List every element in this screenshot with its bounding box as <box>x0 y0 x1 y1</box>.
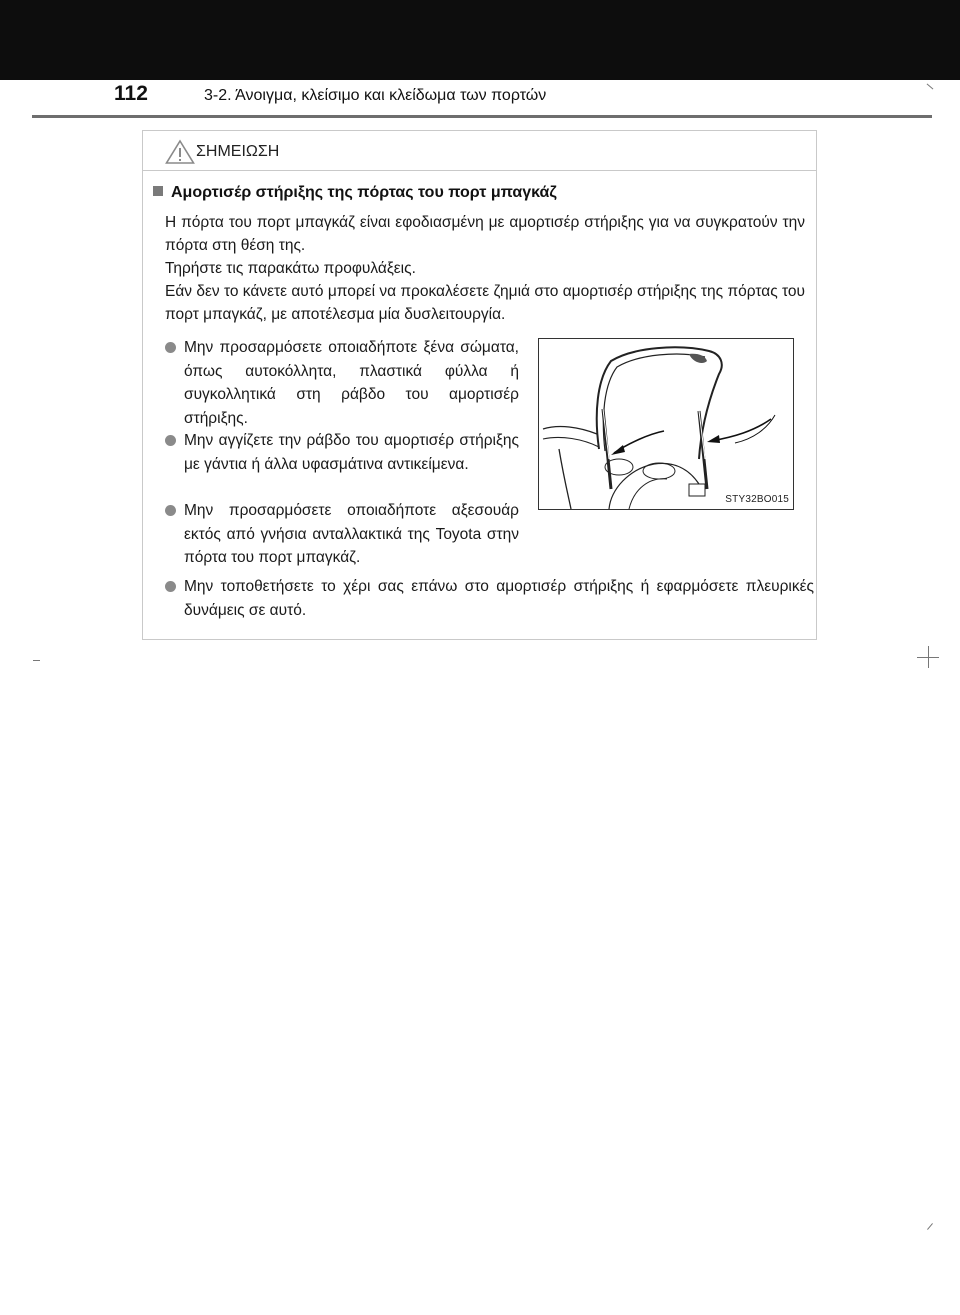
notice-subheading: Αμορτισέρ στήριξης της πόρτας του πορτ μπαγκάζ <box>153 184 557 202</box>
crop-mark-right-v <box>928 646 929 668</box>
notice-paragraph-2: Τηρήστε τις παρακάτω προφυλάξεις. <box>165 260 416 277</box>
notice-label: ΣΗΜΕΙΩΣΗ <box>196 143 280 160</box>
notice-header <box>143 131 816 171</box>
page-number: 112 <box>114 82 148 105</box>
header-rule <box>32 115 932 118</box>
warning-triangle-icon <box>165 139 195 165</box>
crop-mark-bottom-right <box>927 1223 933 1230</box>
list-item: Μην προσαρμόσετε οποιαδήποτε αξεσουάρ εκτός από γνήσια ανταλλακτικά της Toyota στην πόρτα του πορτ μπαγκάζ. <box>153 499 519 569</box>
list-item: Μην αγγίζετε την ράβδο του αμορτισέρ στήριξης με γάντια ή άλλα υφασμάτινα αντικείμενα. <box>153 429 519 499</box>
crop-mark-left <box>33 660 40 661</box>
round-bullet-icon <box>165 505 176 516</box>
round-bullet-icon <box>165 342 176 353</box>
section-title: 3-2. Άνοιγμα, κλείσιμο και κλείδωμα των πορτών <box>204 87 547 104</box>
list-item: Μην προσαρμόσετε οποιαδήποτε ξένα σώματα, όπως αυτοκόλλητα, πλαστικά φύλλα ή συγκολλητικά στη ράβδο του αμορτισέρ στήριξης. <box>153 336 519 430</box>
figure-code: STY32BO015 <box>725 494 789 505</box>
notice-paragraph-1: Η πόρτα του πορτ μπαγκάζ είναι εφοδιασμένη με αμορτισέρ στήριξης για να συγκρατούν την πόρτα στη θέση της. <box>165 214 805 254</box>
tailgate-open-drawing <box>539 339 793 509</box>
top-black-band <box>0 0 960 80</box>
list-item: Μην τοποθετήσετε το χέρι σας επάνω στο αμορτισέρ στήριξης ή εφαρμόσετε πλευρικές δυνάμεις σε αυτό. <box>153 575 813 623</box>
notice-paragraph-3: Εάν δεν το κάνετε αυτό μπορεί να προκαλέσετε ζημιά στο αμορτισέρ στήριξης της πόρτας του πορτ μπαγκάζ, με αποτέλεσμα μία δυσλειτουργία. <box>165 283 805 323</box>
crop-mark-top-right <box>927 84 934 90</box>
round-bullet-icon <box>165 581 176 592</box>
tailgate-damper-illustration <box>538 338 794 510</box>
round-bullet-icon <box>165 435 176 446</box>
square-bullet-icon <box>153 186 163 196</box>
notice-box <box>142 130 817 640</box>
